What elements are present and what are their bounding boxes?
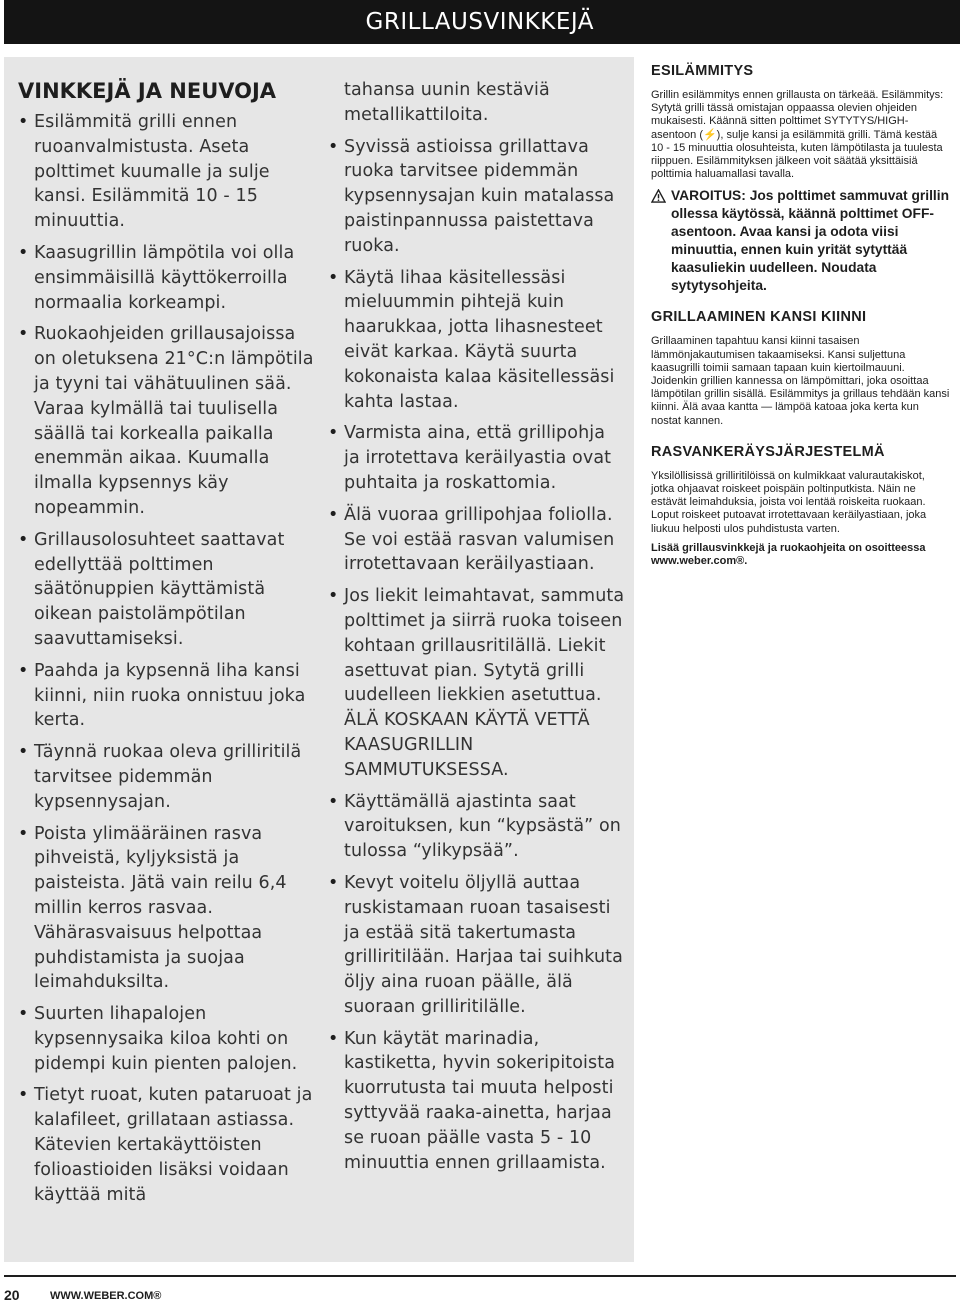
tip-item: • Varmista aina, että grillipohja ja irrotettava keräilyastia ovat puhtaita ja roskattomia. — [326, 421, 626, 495]
tips-list — [16, 110, 316, 1207]
tip-item: • Grillausolosuhteet saattavat edellyttää polttimen säätönuppien käyttämistä oikean paistolämpötilan saavuttamiseksi. — [16, 528, 316, 652]
warning-text: VAROITUS: Jos polttimet sammuvat grillin ollessa käytössä, käännä polttimet OFF-asentoon. Avaa kansi ja odota viisi minuuttia, ennen kuin yrität sytyttää kaasuliekin uudelleen. Noudata sytytysohjeita. — [671, 188, 950, 294]
tip-item: • Paahda ja kypsennä liha kansi kiinni, niin ruoka onnistuu joka kerta. — [16, 659, 316, 733]
grease-body: Yksilöllisissä grilliritilöissä on kulmikkaat valurautakiskot, jotka ohjaavat roiskeet poispäin poltinputkista. Näin ne estävät leimahduksia, joista voi lentää roiskeita ruokaan. Loput roiskeet putoavat irrotettavaan keräilyastiaan, joka liukuu helposti ulos puhdistusta varten. — [651, 469, 927, 535]
tip-item: • Suurten lihapalojen kypsennysaika kiloa kohti on pidempi kuin pienten palojen. — [16, 1002, 316, 1076]
tip-item: • Poista ylimääräinen rasva pihveistä, kyljyksistä ja paisteista. Jätä vain reilu 6,4 millin kerros rasvaa. Vähärasvaisuus helpottaa puhdistamista ja suojaa leimahduksilta. — [16, 822, 316, 996]
tips-heading: VINKKEJÄ JA NEUVOJA — [18, 79, 277, 103]
page-title: GRILLAUSVINKKEJÄ — [365, 9, 594, 35]
tip-item: • Älä vuoraa grillipohjaa foliolla. Se voi estää rasvan valumisen irrotettavaan keräilyastiaan. — [326, 503, 626, 577]
tips-list-continued — [326, 78, 626, 1175]
preheat-heading: ESILÄMMITYS — [651, 63, 754, 79]
tips-column-left — [16, 78, 316, 1214]
lid-closed-body: Grillaaminen tapahtuu kansi kiinni tasaisen lämmönjakautumisen takaamiseksi. Kansi suljettuna kaasugrilli toimii samaan tapaan kuin kiertoilmauuni. Joidenkin grillien kannessa on lämpömittari, joka osoittaa lämpötilan grillin sisällä. Esilämmitys ja grillaus tehdään kansi kiinni. Älä avaa kantta — lämpöä katoaa joka kerta kun nostat kannen. — [651, 335, 950, 427]
tip-item: • Käytä lihaa käsitellessäsi mieluummin pihtejä kuin haarukkaa, jotta lihasnesteet eivät karkaa. Käytä suurta kokonaista kalaa käsitellessäsi kahta lastaa. — [326, 266, 626, 415]
tip-item: • Jos liekit leimahtavat, sammuta polttimet ja siirrä ruoka toiseen kohtaan grillausritilällä. Liekit asettuvat pian. Sytytä grilli uudelleen liekkien asetuttua. ÄLÄ KOSKAAN KÄYTÄ VETTÄ KAASUGRILLIN SAMMUTUKSESSA. — [326, 584, 626, 782]
sidebar-column — [651, 63, 951, 572]
header-bar — [4, 0, 960, 44]
tip-item: • Esilämmitä grilli ennen ruoanvalmistusta. Aseta polttimet kuumalle ja sulje kansi. Esilämmitä 10 - 15 minuuttia. — [16, 110, 316, 234]
tip-item: • Syvissä astioissa grillattava ruoka tarvitsee pidemmän kypsennysajan kuin matalassa paistinpannussa paistettava ruoka. — [326, 135, 626, 259]
page-number: 20 — [4, 1287, 20, 1303]
warning-block — [651, 187, 951, 295]
lid-closed-heading: GRILLAAMINEN KANSI KIINNI — [651, 309, 867, 326]
grease-heading: RASVANKERÄYSJÄRJESTELMÄ — [651, 443, 885, 460]
tip-item: • Tietyt ruoat, kuten pataruoat ja kalafileet, grillataan astiassa. Kätevien kertakäyttöisten folioastioiden lisäksi voidaan käyttää mitä — [16, 1083, 316, 1207]
warning-icon — [651, 189, 666, 203]
tip-item: • Täynnä ruokaa oleva grilliritilä tarvitsee pidemmän kypsennysajan. — [16, 740, 316, 814]
footer-rule — [4, 1275, 956, 1277]
footer-url: WWW.WEBER.COM® — [50, 1290, 162, 1302]
tip-item: • Kaasugrillin lämpötila voi olla ensimmäisillä käyttökerroilla normaalia korkeampi. — [16, 241, 316, 315]
more-tips-link: Lisää grillausvinkkejä ja ruokaohjeita on osoitteessa www.weber.com®. — [651, 541, 926, 568]
tips-column-middle — [326, 78, 626, 1182]
tip-item: • Kevyt voitelu öljyllä auttaa ruskistamaan ruoan tasaisesti ja estää sitä takertumasta grilliritilään. Harjaa tai suihkuta öljy aina ruoan päälle, älä suoraan grilliritilälle. — [326, 871, 626, 1020]
tip-continuation: tahansa uunin kestäviä metallikattiloita. — [344, 80, 550, 125]
tip-item: • Käyttämällä ajastinta saat varoituksen, kun “kypsästä” on tulossa “ylikypsää”. — [326, 790, 626, 864]
tip-item: • Ruokaohjeiden grillausajoissa on oletuksena 21°C:n lämpötila ja tyyni tai vähätuulinen sää. Varaa kylmällä tai tuulisella säällä tai korkealla paikalla enemmän aikaa. Kuumalla ilmalla kypsennys käy nopeammin. — [16, 322, 316, 520]
tip-item: • Kun käytät marinadia, kastiketta, hyvin sokeripitoista kuorrutusta tai muuta helposti syttyvää raaka-ainetta, harjaa se ruoan päälle vasta 5 - 10 minuuttia ennen grillaamista. — [326, 1027, 626, 1176]
preheat-body: Grillin esilämmitys ennen grillausta on tärkeää. Esilämmitys: Sytytä grilli tässä omistajan oppaassa olevien ohjeiden mukaisesti. Käännä sitten polttimet SYTYTYS/HIGH-asentoon (⚡), sulje kansi ja esilämmitä grilli. Tämä kestää 10 - 15 minuuttia olosuhteista, kuten lämpötilasta ja tuulesta riippuen. Esilämmityksen jälkeen voit säätää yksittäisiä polttimia haluamallasi tavalla. — [651, 89, 944, 181]
